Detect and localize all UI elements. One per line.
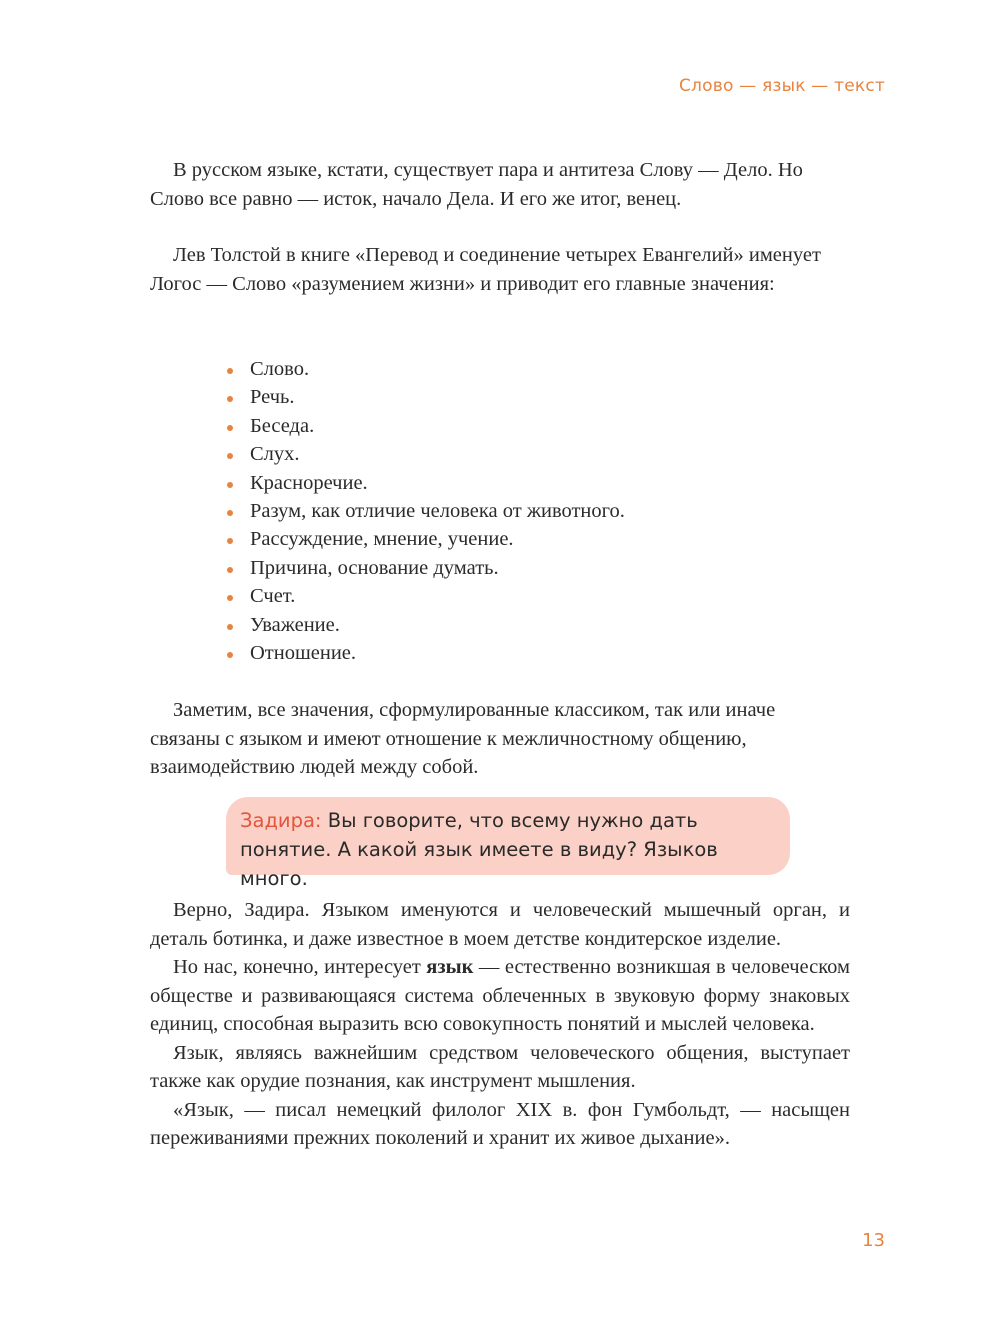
list-item-text: Уважение.: [250, 613, 340, 636]
meanings-list: [225, 355, 625, 667]
list-item-text: Слово.: [250, 358, 310, 380]
paragraph-text-after: — естественно возникшая в человеческом обществе и развивающаяся система облеченных в звуковую форму знаковых единиц, способная выразить всю совокупность понятий и мыслей человека.: [150, 956, 850, 1035]
page-number: 13: [862, 1230, 885, 1251]
bullet-icon: [227, 482, 233, 488]
list-item: [225, 525, 625, 553]
summary-paragraph: [150, 696, 850, 782]
list-item-text: Причина, основание думать.: [250, 556, 499, 579]
intro-paragraph: [150, 156, 850, 213]
list-item: [225, 412, 625, 440]
list-item-text: Слух.: [250, 443, 300, 466]
bullet-icon: [227, 652, 233, 658]
list-item: [225, 582, 625, 610]
bullet-icon: [227, 453, 233, 459]
bullet-icon: [227, 595, 233, 601]
bold-term: язык: [426, 956, 474, 978]
language-definition-section: [150, 896, 850, 1153]
bullet-icon: [227, 567, 233, 573]
bullet-icon: [227, 396, 233, 402]
humboldt-quote-paragraph: «Язык, — писал немецкий филолог XIX в. фон Гумбольдт, — насыщен переживаниями прежних поколений и хранит их живое дыхание».: [150, 1098, 850, 1149]
paragraph-text: Лев Толстой в книге «Перевод и соединение четырех Евангелий» именует Логос — Слово «разумением жизни» и приводит его главные значения:: [150, 244, 821, 295]
language-definition-paragraph: [150, 953, 850, 1039]
list-item-text: Рассуждение, мнение, учение.: [250, 528, 514, 551]
speaker-name: Задира:: [240, 809, 322, 832]
list-item-text: Разум, как отличие человека от животного.: [250, 500, 625, 523]
bullet-icon: [227, 624, 233, 630]
bullet-icon: [227, 510, 233, 516]
list-item: [225, 469, 625, 497]
list-item-text: Красноречие.: [250, 471, 368, 494]
list-item: [225, 383, 625, 411]
bullet-icon: [227, 538, 233, 544]
dialogue-bubble: [226, 797, 790, 890]
dialogue-text: Вы говорите, что всему нужно дать понятие. А какой язык имеете в виду? Языков много.: [240, 809, 718, 890]
list-item: [225, 639, 625, 667]
list-item-text: Счет.: [250, 585, 296, 608]
list-item: [225, 497, 625, 525]
list-item: [225, 611, 625, 639]
list-item: [225, 440, 625, 468]
paragraph-text: Язык, являясь важнейшим средством человеческого общения, выступает также как орудие познания, как инструмент мышления.: [150, 1041, 850, 1092]
list-item: [225, 355, 625, 383]
tolstoy-paragraph: [150, 241, 850, 298]
list-item-text: Беседа.: [250, 414, 315, 437]
list-item: [225, 554, 625, 582]
paragraph-text-before: Но нас, конечно, интересует: [173, 956, 427, 978]
list-item-text: Отношение.: [250, 642, 357, 665]
list-item-text: Речь.: [250, 386, 295, 409]
bullet-icon: [227, 368, 233, 374]
paragraph-text: Заметим, все значения, сформулированные классиком, так или иначе связаны с языком и имеют отношение к межличностному общению, взаимодействию людей между собой.: [150, 699, 776, 778]
paragraph-text: Верно, Задира. Языком именуются и человеческий мышечный орган, и деталь ботинка, и даже известное в моем детстве кондитерское изделие.: [150, 899, 850, 950]
paragraph-text: В русском языке, кстати, существует пара и антитеза Слову — Дело. Но Слово все равно — исток, начало Дела. И его же итог, венец.: [150, 159, 803, 210]
bullet-icon: [227, 425, 233, 431]
running-header: Слово — язык — текст: [678, 76, 885, 96]
